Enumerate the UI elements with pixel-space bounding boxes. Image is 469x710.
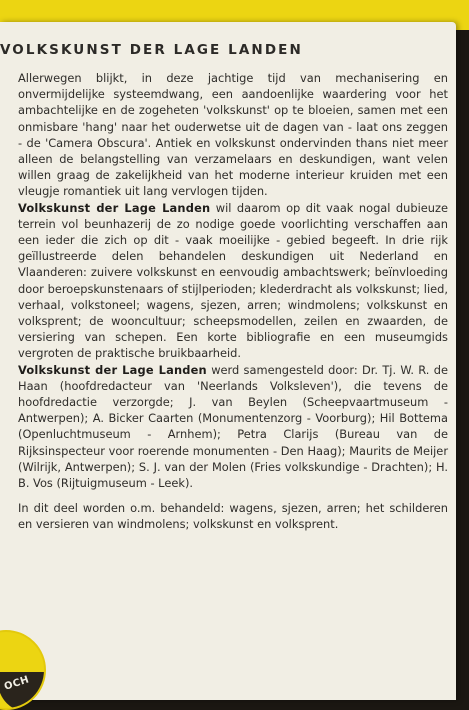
paragraph-purpose-text: wil daarom op dit vaak nogal dubieuze terrein vol beunhazerij de zo nodige goede voorlichting verschaffen aan een ieder die zich op dit - vaak moeilijke - gebied begeeft. In drie rijk geïllustreerde delen behandelen deskundigen uit Nederland en Vlaanderen: zuivere volkskunst en eenvoudig ambachtswerk; beïnvloeding door beroepskunstenaars of stijlperioden; klederdracht als volkskunst; lied, verhaal, volkstoneel; wagens, sjezen, arren; windmolens; volkskunst en volksprent; de wooncultuur; scheepsmodellen, zeilen en zwaarden, de versiering van schepen. Een korte bibliografie en een museumgids vergroten de praktische bruikbaarheid.: [18, 200, 448, 361]
page-heading: VOLKSKUNST DER LAGE LANDEN: [0, 42, 303, 58]
paragraph-intro: [18, 70, 448, 200]
paragraph-purpose-lead: Volkskunst der Lage Landen: [18, 200, 211, 215]
sticker-text: OCH: [2, 674, 31, 693]
book-page: [0, 22, 456, 700]
paragraph-authors-text: werd samengesteld door: Dr. Tj. W. R. de Haan (hoofdredacteur van 'Neerlands Volksleven'), die tevens de hoofdredactie verzorgde; J. van Beylen (Scheepvaartmuseum - Antwerpen); A. Bicker Caarten (Monumentenzorg - Voorburg); Hil Bottema (Openluchtmuseum - Arnhem); Petra Clarijs (Bureau van de Rijksinspecteur voor roerende monumenten - Den Haag); Maurits de Meijer (Wilrijk, Antwerpen); S. J. van der Molen (Fries volkskundige - Drachten); H. B. Vos (Rijtuigmuseum - Leek).: [18, 362, 448, 491]
paragraph-purpose: [18, 200, 448, 362]
paragraph-contents-text: In dit deel worden o.m. behandeld: wagens, sjezen, arren; het schilderen en versieren van windmolens; volkskunst en volksprent.: [18, 501, 448, 532]
paragraph-authors: [18, 362, 448, 492]
body-text: [18, 70, 448, 533]
paragraph-authors-lead: Volkskunst der Lage Landen: [18, 362, 207, 377]
paragraph-intro-text: Allerwegen blijkt, in deze jachtige tijd van mechanisering en onvermijdelijke systeemdwang, een aandoenlijke waardering voor het ambachtelijke en de zogeheten 'volkskunst' op te bloeien, samen met een onmisbare 'hang' naar het ouderwetse uit de dagen van - laat ons zeggen - de 'Camera Obscura'. Antiek en volkskunst ondervinden thans niet meer alleen de belangstelling van verzamelaars en deskundigen, want velen willen graag de zakelijkheid van het moderne interieur kruiden met een vleugje romantiek uit lang vervlogen tijden.: [18, 71, 448, 199]
paragraph-contents: [18, 500, 448, 532]
